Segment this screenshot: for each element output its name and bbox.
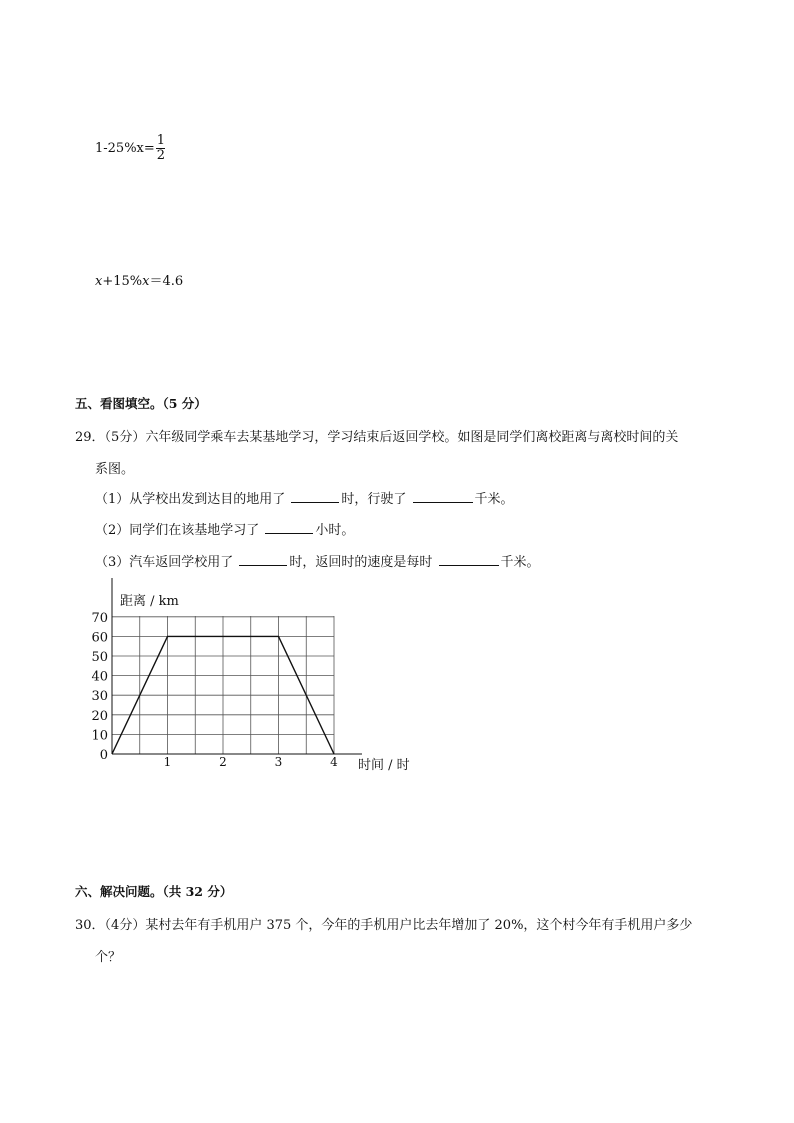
x-tick-label: 3 [274, 755, 283, 769]
question-30-line-1: 30．（4分）某村去年有手机用户 375 个，今年的手机用户比去年增加了 20%，这个村今年有手机用户多少 [75, 918, 693, 933]
x-tick-label: 1 [163, 755, 172, 769]
fraction-denominator: 2 [156, 147, 166, 163]
x-axis-label: 时间 / 时 [358, 758, 410, 773]
y-tick-label: 50 [91, 650, 108, 665]
question-30-line-2: 个？ [95, 950, 122, 965]
sub-question-2-text-a: （2）同学们在该基地学习了 [95, 523, 264, 538]
sub-question-1-text-c: 千米。 [474, 492, 514, 507]
sub-question-1-text-a: （1）从学校出发到达目的地用了 [95, 492, 290, 507]
x-tick-label: 2 [219, 755, 227, 769]
sub-question-3-text-c: 千米。 [500, 555, 540, 570]
question-29-line-1: 29．（5分）六年级同学乘车去某基地学习，学习结束后返回学校。如图是同学们离校距离与离校时间的关 [75, 430, 679, 445]
equation-1-left: 1-25%x= [95, 140, 155, 156]
y-tick-label: 60 [91, 630, 108, 646]
y-axis-label: 距离 / km [120, 594, 179, 609]
equation-2-right: ＝4.6 [149, 274, 184, 289]
equation-2-mid: +15% [102, 274, 143, 289]
y-tick-label: 70 [91, 610, 108, 626]
y-tick-label: 20 [91, 708, 108, 724]
y-tick-label: 10 [91, 728, 108, 744]
y-tick-label: 40 [91, 669, 108, 685]
section-5-title: 五、看图填空。（5 分） [75, 396, 207, 411]
sub-question-1-text-b: 时，行驶了 [341, 492, 411, 507]
equation-2-var-b: x [142, 274, 150, 289]
sub-question-3-text-a: （3）汽车返回学校用了 [95, 555, 238, 570]
equation-2-var-a: x [95, 274, 103, 289]
x-tick-label: 4 [330, 755, 338, 769]
question-29-line-2: 系图。 [95, 462, 135, 477]
y-tick-label: 30 [91, 689, 108, 705]
fraction-numerator: 1 [156, 132, 166, 148]
y-tick-labels [91, 611, 108, 763]
sub-question-3-text-b: 时，返回时的速度是每时 [289, 555, 437, 570]
section-6-title: 六、解决问题。（共 32 分） [75, 884, 233, 899]
x-tick-labels [164, 755, 339, 769]
sub-question-2-text-b: 小时。 [315, 523, 355, 538]
y-tick-label: 0 [99, 748, 108, 763]
